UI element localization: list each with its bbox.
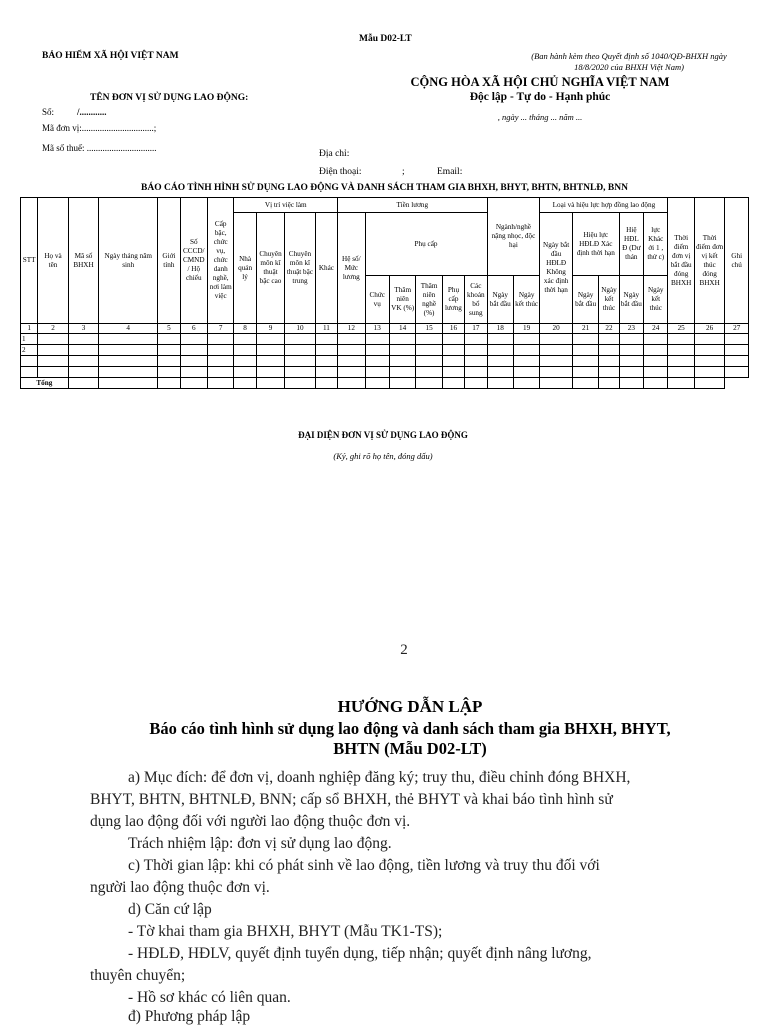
column-number: 9 [256,324,284,334]
column-number: 10 [285,324,315,334]
hdr-manager: Nhà quản lý [234,213,256,324]
guide-subtitle-2: BHTN (Mẫu D02-LT) [333,739,487,758]
table-row-empty [21,367,749,378]
column-number: 1 [21,324,38,334]
address-label: Địa chỉ: [319,149,350,159]
hdr-short-end: Ngày kết thúc [644,276,668,324]
hdr-fixed-start: Ngày bắt đầu [572,276,598,324]
hdr-gender: Giới tính [158,198,180,324]
table-row [21,356,749,367]
table-row [21,345,749,356]
column-number: 6 [180,324,207,334]
column-number: 25 [668,324,694,334]
hdr-senior-technical: Chuyên môn kĩ thuật bậc cao [256,213,284,324]
hdr-rank-position: Cấp bậc, chức vụ, chức danh nghề, nơi làm việc [208,198,234,324]
so-label: Số: [42,107,55,117]
hdr-start-contribution: Thời điểm đơn vị bắt đầu đóng BHXH [668,198,694,324]
hdr-other: Khác [315,213,337,324]
motto: Độc lập - Tự do - Hạnh phúc [469,91,611,103]
column-number: 17 [465,324,487,334]
row-index: 1 [21,334,38,345]
column-number: 14 [389,324,415,334]
signature-note: (Ký, ghi rõ họ tên, đóng dấu) [333,451,433,461]
paragraph-line: - HĐLĐ, HĐLV, quyết định tuyển dụng, tiếp nhận; quyết định nâng lương, [128,945,592,962]
issued-note: (Ban hành kèm theo Quyết định số 1040/QĐ-BHXH ngày 18/8/2020 của BHXH Việt Nam) [531,51,727,72]
hdr-end-contribution: Thời điểm đơn vị kết thúc đóng BHXH [694,198,724,324]
paragraph-line: a) Mục đích: để đơn vị, doanh nghiệp đăng ký; truy thu, điều chỉnh đóng BHXH, [128,769,631,786]
column-number-row [21,324,749,334]
hdr-hazard-end: Ngày kết thúc [513,276,539,324]
hdr-job-position: Vị trí việc làm [234,198,338,213]
hdr-supplements: Các khoản bổ sung [465,276,487,324]
hdr-contract-type: Loại và hiệu lực hợp đồng lao động [540,198,668,213]
column-number: 8 [234,324,256,334]
column-number: 20 [540,324,573,334]
hdr-date-of-birth: Ngày tháng năm sinh [99,198,158,324]
republic-title: CỘNG HÒA XÃ HỘI CHỦ NGHĨA VIỆT NAM [410,75,670,89]
column-number: 24 [644,324,668,334]
column-number: 7 [208,324,234,334]
table-row [21,334,749,345]
hdr-seniority-job: Thâm niên nghề (%) [416,276,442,324]
page-number: 2 [400,642,408,658]
hdr-hazard-start: Ngày bắt đầu [487,276,513,324]
hdr-full-name: Họ và tên [38,198,68,324]
column-number: 13 [365,324,389,334]
column-number: 15 [416,324,442,334]
paragraph-line: - Tờ khai tham gia BHXH, BHYT (Mẫu TK1-TS); [128,923,443,940]
row-index: 2 [21,345,38,356]
column-number: 27 [725,324,749,334]
paragraph-line: BHYT, BHTN, BHTNLĐ, BNN; cấp sổ BHXH, thẻ BHYT và khai báo tình hình sử [90,791,613,808]
column-number: 26 [694,324,724,334]
column-number: 19 [513,324,539,334]
hdr-id-number: Số CCCD/ CMND / Hộ chiếu [180,198,207,324]
hdr-fixed-term-contract: Hiệu lực HĐLĐ Xác định thời hạn [572,213,619,276]
paragraph-line: đ) Phương pháp lập [128,1008,251,1025]
column-number: 22 [599,324,619,334]
guide-subtitle-1: Báo cáo tình hình sử dụng lao động và danh sách tham gia BHXH, BHYT, [149,719,671,738]
email-label: Email: [437,167,463,177]
column-number: 5 [158,324,180,334]
column-number: 2 [38,324,68,334]
hdr-social-insurance-code: Mã số BHXH [68,198,98,324]
phone-label: Điện thoại: [319,167,362,177]
tax-code: Mã số thuế: ............................... [42,143,157,153]
paragraph-line: người lao động thuộc đơn vị. [90,879,270,896]
column-number: 18 [487,324,513,334]
hdr-short-start: Ngày bắt đầu [619,276,643,324]
unit-code: Mã đơn vị:................................; [42,123,157,133]
hdr-salary-coefficient: Hệ số/ Mức lương [338,213,365,324]
column-number: 11 [315,324,337,334]
total-row [21,378,749,389]
column-number: 16 [442,324,464,334]
agency-name: BẢO HIỂM XÃ HỘI VIỆT NAM [42,51,179,61]
hdr-stt: STT [21,198,38,324]
hdr-other-contract: lực Khác ới 1 , thử c) [644,213,668,276]
hdr-salary-allowance: Phụ cấp lương [442,276,464,324]
paragraph-line: Trách nhiệm lập: đơn vị sử dụng lao động. [128,835,392,852]
date-line: , ngày ... tháng ... năm ... [497,112,583,122]
form-code: Mẫu D02-LT [359,34,412,44]
hdr-salary: Tiền lương [338,198,487,213]
hdr-hazardous-occupation: Ngành/nghề nặng nhọc, độc hại [487,198,540,276]
total-label: Tổng [21,378,69,389]
row-index [21,356,38,367]
column-number: 21 [572,324,598,334]
paragraph-line: - Hồ sơ khác có liên quan. [128,989,291,1006]
unit-title: TÊN ĐƠN VỊ SỬ DỤNG LAO ĐỘNG: [90,93,249,103]
labor-report-table [20,197,749,389]
hdr-notes: Ghi chú [725,198,749,324]
hdr-fixed-end: Ngày kết thúc [599,276,619,324]
column-number: 4 [99,324,158,334]
hdr-position-allowance: Chức vụ [365,276,389,324]
paragraph-line: thuyên chuyển; [90,967,186,984]
column-number: 3 [68,324,98,334]
so-value: /............ [77,107,107,117]
hdr-allowance: Phụ cấp [365,213,487,276]
paragraph-line: c) Thời gian lập: khi có phát sinh về lao động, tiền lương và truy thu đối với [128,857,600,874]
hdr-short-contract: Hiệ HĐL Đ (Dư thán [619,213,643,276]
paragraph-line: dụng lao động đối với người lao động thuộc đơn vị. [90,813,411,830]
guide-title: HƯỚNG DẪN LẬP [337,697,483,716]
hdr-indefinite-contract: Ngày bắt đầu HĐLĐ Không xác định thời hạn [540,213,573,324]
report-title: BÁO CÁO TÌNH HÌNH SỬ DỤNG LAO ĐỘNG VÀ DANH SÁCH THAM GIA BHXH, BHYT, BHTN, BHTNLĐ, BNN [141,183,628,193]
paragraph-line: d) Căn cứ lập [128,901,212,918]
column-number: 23 [619,324,643,334]
hdr-mid-technical: Chuyên môn kĩ thuật bậc trung [285,213,315,324]
signature-title: ĐẠI DIỆN ĐƠN VỊ SỬ DỤNG LAO ĐỘNG [298,430,468,440]
column-number: 12 [338,324,365,334]
hdr-seniority-vk: Thâm niên VK (%) [389,276,415,324]
phone-separator: ; [402,167,405,177]
